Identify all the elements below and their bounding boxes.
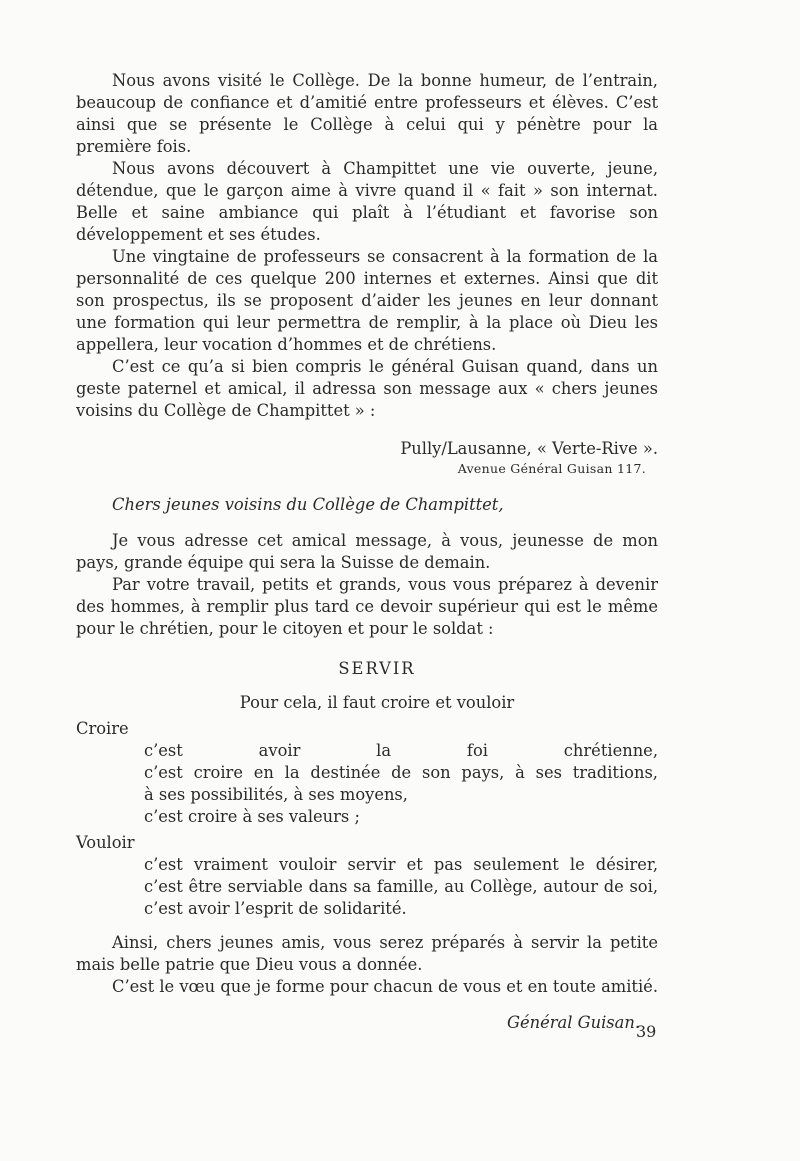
vouloir-line: c’est vraiment vouloir servir et pas seulement le désirer, [144,855,658,874]
page-body [76,70,658,1034]
signature: Général Guisan. [506,1013,640,1032]
page-number: 39 [636,1022,657,1041]
intro-paragraph: Nous avons découvert à Champittet une vie ouverte, jeune, détendue, que le garçon aime à vivre quand il « fait » son internat. Belle et saine ambiance qui plaît à l’étudiant et favorise son développement et ses études. [76,159,658,244]
croire-heading: Croire [76,719,129,738]
pour-cela-line: Pour cela, il faut croire et vouloir [239,693,515,712]
vouloir-line: c’est être serviable dans sa famille, au Collège, autour de soi, [144,877,658,896]
address-line-1: Pully/Lausanne, « Verte-Rive ». [400,439,658,458]
letter-paragraph: Par votre travail, petits et grands, vous vous préparez à devenir des hommes, à remplir plus tard ce devoir supérieur qui est le même pour le chrétien, pour le citoyen et pour le soldat : [76,575,658,638]
croire-line: à ses possibilités, à ses moyens, [144,785,408,804]
intro-paragraph: Une vingtaine de professeurs se consacrent à la formation de la personnalité de ces quelque 200 internes et externes. Ainsi que dit son prospectus, ils se proposent d’aider les jeunes en leur donnant une formation qui leur permettra de remplir, à la place où Dieu les appellera, leur vocation d’hommes et de chrétiens. [76,247,658,354]
closing-paragraph: Ainsi, chers jeunes amis, vous serez préparés à servir la petite mais belle patrie que Dieu vous a donnée. [76,933,658,974]
intro-paragraph: C’est ce qu’a si bien compris le général Guisan quand, dans un geste paternel et amical, il adressa son message aux « chers jeunes voisins du Collège de Champittet » : [76,357,658,420]
croire-line: c’est avoir la foi chrétienne, [144,741,658,760]
vouloir-line: c’est avoir l’esprit de solidarité. [144,899,407,918]
intro-paragraph: Nous avons visité le Collège. De la bonne humeur, de l’entrain, beaucoup de confiance et d’amitié entre professeurs et élèves. C’est ainsi que se présente le Collège à celui qui y pénètre pour la première fois. [76,71,658,156]
address-line-2: Avenue Général Guisan 117. [457,461,646,476]
closing-paragraph: C’est le vœu que je forme pour chacun de vous et en toute amitié. [112,977,658,996]
croire-line: c’est croire à ses valeurs ; [144,807,360,826]
letter-closing [76,932,658,998]
servir-heading: SERVIR [338,659,416,678]
letter-paragraph: Je vous adresse cet amical message, à vous, jeunesse de mon pays, grande équipe qui sera la Suisse de demain. [76,531,658,572]
letter-salutation: Chers jeunes voisins du Collège de Champittet, [112,495,504,514]
vouloir-heading: Vouloir [76,833,135,852]
croire-line: c’est croire en la destinée de son pays, à ses traditions, [144,763,658,782]
letter-address [76,438,658,478]
